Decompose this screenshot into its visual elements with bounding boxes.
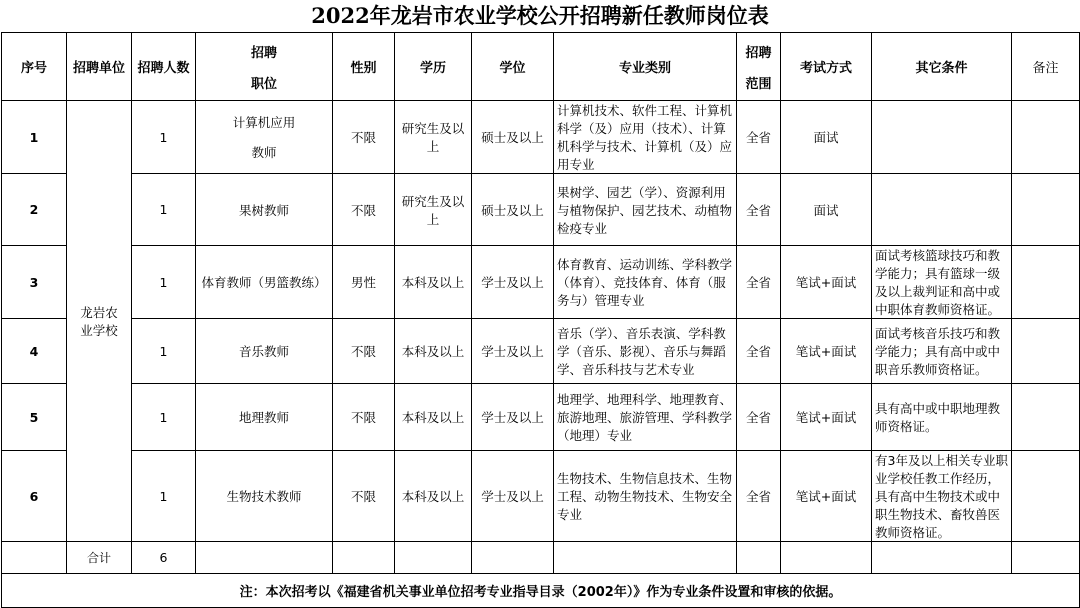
table-row — [2, 246, 1080, 319]
footnote-row — [2, 574, 1080, 608]
row-conditions — [872, 174, 1012, 246]
row-major: 生物技术、生物信息技术、生物工程、动物生物技术、生物安全专业 — [554, 451, 737, 542]
row-scope: 全省 — [737, 384, 781, 451]
row-scope: 全省 — [737, 451, 781, 542]
row-exam: 面试 — [781, 101, 872, 174]
row-education: 本科及以上 — [395, 246, 472, 319]
row-remark — [1012, 101, 1080, 174]
row-education: 研究生及以上 — [395, 101, 472, 174]
row-count: 1 — [132, 174, 196, 246]
row-education: 本科及以上 — [395, 319, 472, 384]
row-degree: 硕士及以上 — [472, 101, 554, 174]
row-position: 生物技术教师 — [196, 451, 333, 542]
row-remark — [1012, 451, 1080, 542]
row-degree: 学士及以上 — [472, 319, 554, 384]
table-row — [2, 174, 1080, 246]
page-title: 2022年龙岩市农业学校公开招聘新任教师岗位表 — [311, 3, 769, 28]
row-gender: 不限 — [333, 451, 395, 542]
row-gender: 男性 — [333, 246, 395, 319]
table-row — [2, 319, 1080, 384]
header-index: 序号 — [2, 33, 67, 101]
table-row — [2, 101, 1080, 174]
row-gender: 不限 — [333, 384, 395, 451]
header-conditions: 其它条件 — [872, 33, 1012, 101]
row-exam: 面试 — [781, 174, 872, 246]
row-gender: 不限 — [333, 319, 395, 384]
row-education: 本科及以上 — [395, 451, 472, 542]
row-index: 3 — [2, 246, 67, 319]
row-remark — [1012, 384, 1080, 451]
row-exam: 笔试+面试 — [781, 451, 872, 542]
row-position: 体育教师（男篮教练） — [196, 246, 333, 319]
row-count: 1 — [132, 384, 196, 451]
header-unit: 招聘单位 — [67, 33, 132, 101]
header-remark: 备注 — [1012, 33, 1080, 101]
row-education: 本科及以上 — [395, 384, 472, 451]
header-gender: 性别 — [333, 33, 395, 101]
row-position: 地理教师 — [196, 384, 333, 451]
header-count: 招聘人数 — [132, 33, 196, 101]
row-scope: 全省 — [737, 246, 781, 319]
row-gender: 不限 — [333, 101, 395, 174]
row-conditions: 面试考核篮球技巧和教学能力；具有篮球一级及以上裁判证和高中或中职体育教师资格证。 — [872, 246, 1012, 319]
row-index: 1 — [2, 101, 67, 174]
table-row — [2, 384, 1080, 451]
recruitment-table — [1, 32, 1080, 608]
row-conditions: 面试考核音乐技巧和教学能力；具有高中或中职音乐教师资格证。 — [872, 319, 1012, 384]
row-conditions: 具有高中或中职地理教师资格证。 — [872, 384, 1012, 451]
header-row — [2, 33, 1080, 101]
row-exam: 笔试+面试 — [781, 319, 872, 384]
row-index: 5 — [2, 384, 67, 451]
row-degree: 硕士及以上 — [472, 174, 554, 246]
row-index: 6 — [2, 451, 67, 542]
total-index-empty — [2, 542, 67, 574]
row-remark — [1012, 246, 1080, 319]
row-exam: 笔试+面试 — [781, 246, 872, 319]
row-gender: 不限 — [333, 174, 395, 246]
row-count: 1 — [132, 451, 196, 542]
row-education: 研究生及以上 — [395, 174, 472, 246]
row-scope: 全省 — [737, 101, 781, 174]
row-scope: 全省 — [737, 319, 781, 384]
header-exam: 考试方式 — [781, 33, 872, 101]
row-degree: 学士及以上 — [472, 384, 554, 451]
header-degree: 学位 — [472, 33, 554, 101]
header-major: 专业类别 — [554, 33, 737, 101]
row-conditions — [872, 101, 1012, 174]
row-exam: 笔试+面试 — [781, 384, 872, 451]
footnote: 注：本次招考以《福建省机关事业单位招考专业指导目录（2002年）》作为专业条件设置和审核的依据。 — [2, 574, 1080, 608]
total-label: 合计 — [67, 542, 132, 574]
row-remark — [1012, 174, 1080, 246]
row-major: 果树学、园艺（学）、资源利用与植物保护、园艺技术、动植物检疫专业 — [554, 174, 737, 246]
header-scope: 招聘 范围 — [737, 33, 781, 101]
row-major: 计算机技术、软件工程、计算机科学（及）应用（技术）、计算机科学与技术、计算机（及）应用专业 — [554, 101, 737, 174]
header-position: 招聘 职位 — [196, 33, 333, 101]
row-count: 1 — [132, 101, 196, 174]
row-index: 2 — [2, 174, 67, 246]
row-major: 音乐（学）、音乐表演、学科教学（音乐、影视）、音乐与舞蹈学、音乐科技与艺术专业 — [554, 319, 737, 384]
row-remark — [1012, 319, 1080, 384]
row-degree: 学士及以上 — [472, 451, 554, 542]
row-conditions: 有3年及以上相关专业职业学校任教工作经历，具有高中生物技术或中职生物技术、畜牧兽医教师资格证。 — [872, 451, 1012, 542]
row-degree: 学士及以上 — [472, 246, 554, 319]
row-scope: 全省 — [737, 174, 781, 246]
header-education: 学历 — [395, 33, 472, 101]
row-position: 计算机应用 教师 — [196, 101, 333, 174]
row-index: 4 — [2, 319, 67, 384]
row-major: 体育教育、运动训练、学科教学（体育）、竞技体育、体育（服务与）管理专业 — [554, 246, 737, 319]
row-count: 1 — [132, 319, 196, 384]
unit-cell: 龙岩农业学校 — [67, 101, 132, 542]
row-major: 地理学、地理科学、地理教育、旅游地理、旅游管理、学科教学（地理）专业 — [554, 384, 737, 451]
total-row — [2, 542, 1080, 574]
row-count: 1 — [132, 246, 196, 319]
row-position: 果树教师 — [196, 174, 333, 246]
total-count: 6 — [132, 542, 196, 574]
table-row — [2, 451, 1080, 542]
row-position: 音乐教师 — [196, 319, 333, 384]
